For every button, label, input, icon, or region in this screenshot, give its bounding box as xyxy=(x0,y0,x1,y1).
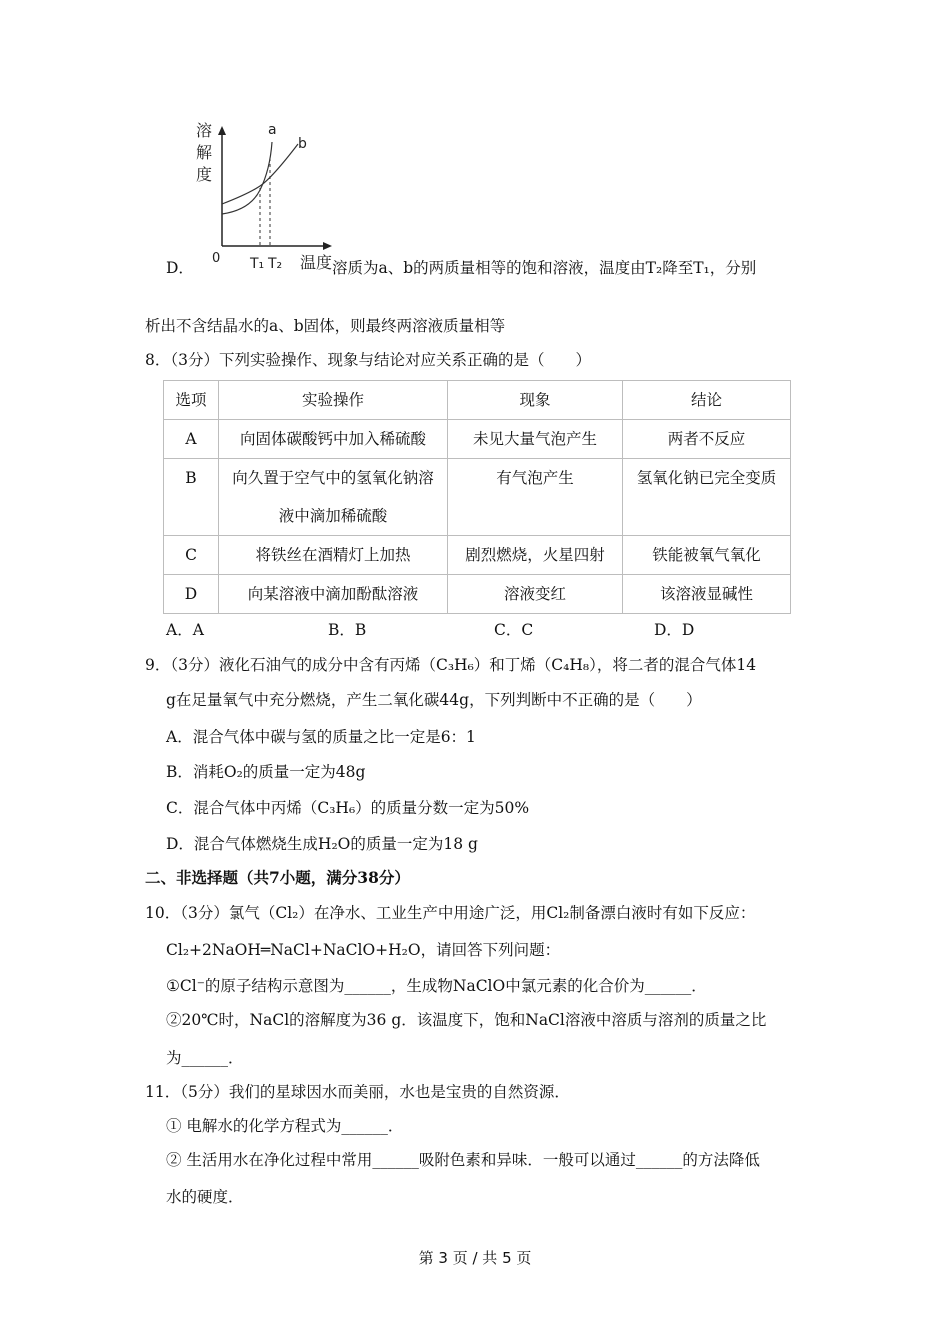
table-row xyxy=(164,575,791,614)
t2-label: T₂ xyxy=(268,256,283,272)
q11-line3: ② 生活用水在净化过程中常用______吸附色素和异味．一般可以通过______的方法降低 xyxy=(166,1151,760,1169)
q10-line2: Cl₂+2NaOH═NaCl+NaClO+H₂O，请回答下列问题： xyxy=(166,941,561,959)
q10-line3: ①Cl⁻的原子结构示意图为______，生成物NaClO中氯元素的化合价为______． xyxy=(166,977,707,995)
q8-choice-c: C．C xyxy=(494,621,534,639)
q7-option-d-prefix: D． xyxy=(166,259,194,277)
table-cell: 溶液变红 xyxy=(448,575,623,614)
q11-line4: 水的硬度． xyxy=(166,1188,244,1206)
header-cell: 现象 xyxy=(448,381,623,420)
table-cell: 有气泡产生 xyxy=(448,459,623,536)
t1-label: T₁ xyxy=(250,256,265,272)
y-axis-arrow xyxy=(218,126,226,135)
table-row xyxy=(164,420,791,459)
curve-a xyxy=(222,142,272,214)
x-axis-arrow xyxy=(323,242,332,250)
table-cell xyxy=(219,459,448,536)
ylabel-char1: 溶 xyxy=(196,121,213,140)
curve-b-label: b xyxy=(298,136,307,152)
table-cell: 铁能被氧气氧化 xyxy=(623,536,791,575)
table-cell: 向某溶液中滴加酚酞溶液 xyxy=(219,575,448,614)
cell-line: 液中滴加稀硫酸 xyxy=(278,507,388,525)
q7-option-d-line1: 溶质为a、b的两质量相等的饱和溶液，温度由T₂降至T₁，分别 xyxy=(332,259,757,277)
table-row xyxy=(164,536,791,575)
header-cell: 实验操作 xyxy=(219,381,448,420)
q8-choice-d: D．D xyxy=(654,621,695,639)
table-cell: 该溶液显碱性 xyxy=(623,575,791,614)
table-cell: 两者不反应 xyxy=(623,420,791,459)
table-header-row xyxy=(164,381,791,420)
q8-table xyxy=(163,380,791,614)
q10-line1: 10．（3分）氯气（Cl₂）在净水、工业生产中用途广泛，用Cl₂制备漂白液时有如下反应： xyxy=(145,904,756,922)
q9-option-a: A．混合气体中碳与氢的质量之比一定是6：1 xyxy=(166,728,476,746)
table-cell: 剧烈燃烧，火星四射 xyxy=(448,536,623,575)
q9-line2: g在足量氧气中充分燃烧，产生二氧化碳44g，下列判断中不正确的是（ ） xyxy=(166,691,702,709)
solubility-graph xyxy=(188,118,338,278)
q9-option-c: C．混合气体中丙烯（C₃H₆）的质量分数一定为50% xyxy=(166,799,530,817)
curve-a-label: a xyxy=(268,122,277,138)
q11-line2: ① 电解水的化学方程式为______． xyxy=(166,1117,404,1135)
header-cell: 选项 xyxy=(164,381,219,420)
table-cell: 向固体碳酸钙中加入稀硫酸 xyxy=(219,420,448,459)
cell-line: 向久置于空气中的氢氧化钠溶 xyxy=(232,469,434,487)
q7-option-d-line2: 析出不含结晶水的a、b固体，则最终两溶液质量相等 xyxy=(145,317,506,335)
table-cell: 氢氧化钠已完全变质 xyxy=(623,459,791,536)
table-cell: A xyxy=(164,420,219,459)
q8-stem: 8．（3分）下列实验操作、现象与结论对应关系正确的是（ ） xyxy=(145,351,591,369)
header-cell: 结论 xyxy=(623,381,791,420)
table-cell: D xyxy=(164,575,219,614)
table-cell: 未见大量气泡产生 xyxy=(448,420,623,459)
table-cell: 将铁丝在酒精灯上加热 xyxy=(219,536,448,575)
table-cell: C xyxy=(164,536,219,575)
page-footer: 第 3 页 / 共 5 页 xyxy=(418,1249,532,1267)
q10-line4: ②20℃时，NaCl的溶解度为36 g．该温度下，饱和NaCl溶液中溶质与溶剂的质量之比 xyxy=(166,1011,767,1029)
table-cell: B xyxy=(164,459,219,536)
section-heading: 二、非选择题（共7小题，满分38分） xyxy=(145,868,410,887)
q8-choice-b: B．B xyxy=(328,621,367,639)
ylabel-char2: 解 xyxy=(196,143,213,162)
xlabel: 温度 xyxy=(300,253,333,272)
table-row xyxy=(164,459,791,536)
origin-label: 0 xyxy=(212,251,221,266)
q11-line1: 11．（5分）我们的星球因水而美丽，水也是宝贵的自然资源． xyxy=(145,1083,570,1101)
q9-option-d: D．混合气体燃烧生成H₂O的质量一定为18 g xyxy=(166,835,478,853)
q9-line1: 9．（3分）液化石油气的成分中含有丙烯（C₃H₆）和丁烯（C₄H₈），将二者的混合气体14 xyxy=(145,656,757,674)
q10-line5: 为______． xyxy=(166,1049,244,1067)
q9-option-b: B．消耗O₂的质量一定为48g xyxy=(166,763,366,781)
q8-choice-a: A．A xyxy=(166,621,204,639)
ylabel-char3: 度 xyxy=(196,165,213,184)
